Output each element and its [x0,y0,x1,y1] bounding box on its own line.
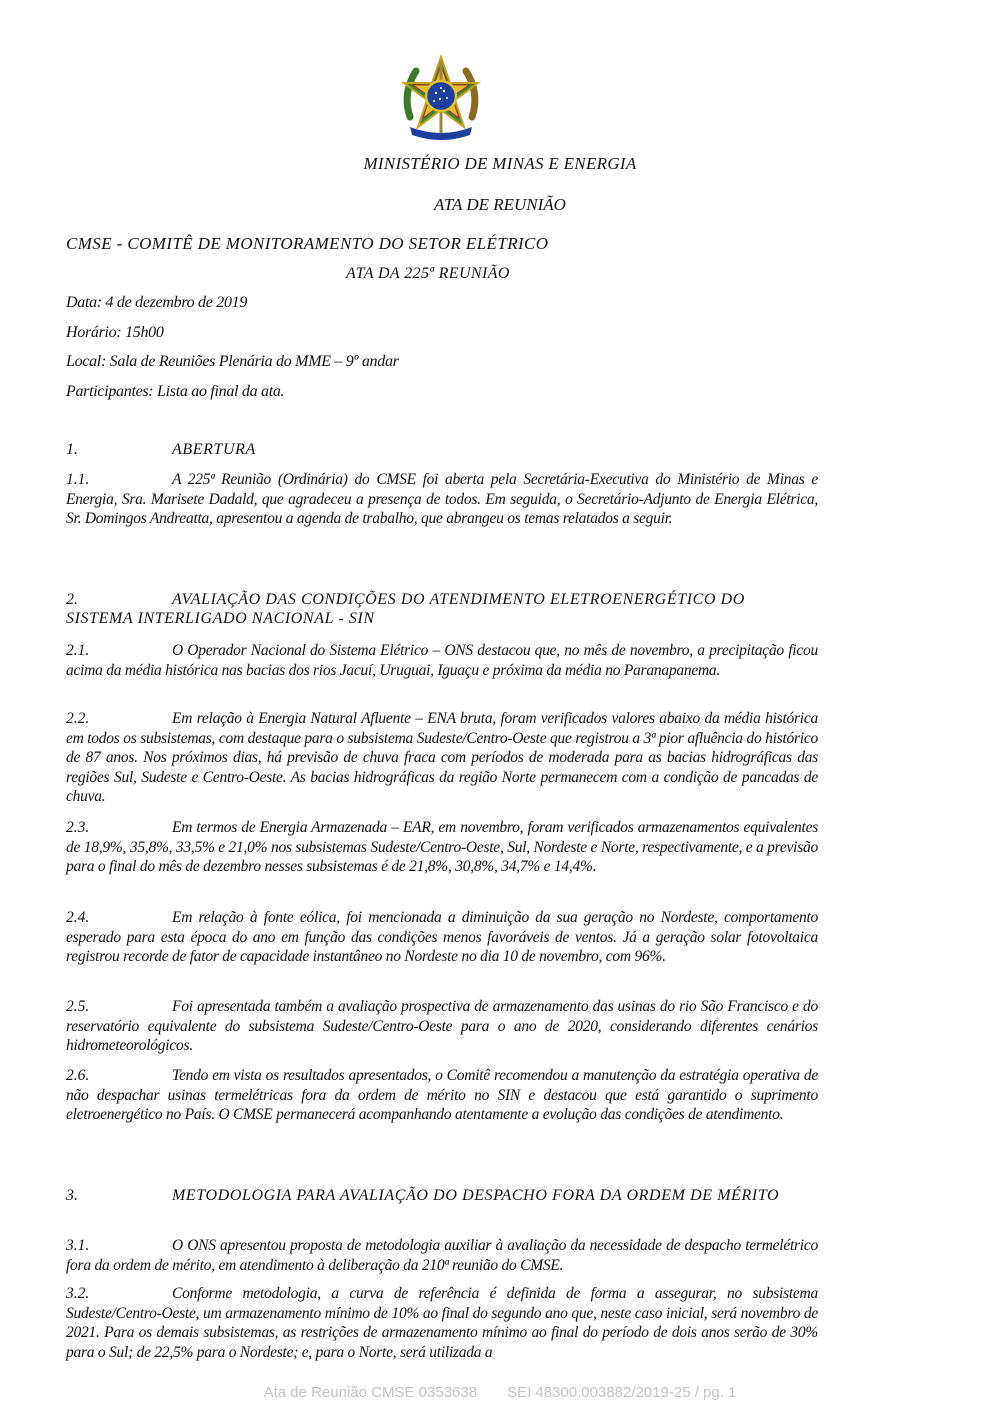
paragraph-number: 2.5. [66,998,90,1015]
paragraph-text: Em relação à fonte eólica, foi mencionada a diminuição da sua geração no Nordeste, comportamento esperado para esta época do ano em função das condições menos favoráveis de ventos. Já a geração solar fotovoltaica registrou recorde de fator de capacidade instantâneo no Nordeste no dia 10 de novembro, com 96%. [66,909,818,966]
paragraph-text: O Operador Nacional do Sistema Elétrico – ONS destacou que, no mês de novembro, a precipitação ficou acima da média histórica nas bacias dos rios Jacuí, Uruguai, Iguaçu e próxima da média no Paranapanema. [66,642,818,679]
meeting-location: Local: Sala de Reuniões Plenária do MME – 9º andar [66,353,399,370]
footer-process-page: SEI 48300.003882/2019-25 / pg. 1 [507,1384,737,1401]
meeting-date: Data: 4 de dezembro de 2019 [66,294,248,311]
paragraph-text: A 225ª Reunião (Ordinária) do CMSE foi aberta pela Secretária-Executiva do Ministério de Minas e Energia, Sra. Marisete Dadald, que agradeceu a presença de todos. Em seguida, o Secretário-Adjunto de Energia Elétrica, Sr. Domingos Andreatta, apresentou a agenda de trabalho, que abrangeu os temas relatados a seguir. [66,471,818,528]
paragraph-number: 2.3. [66,819,90,836]
paragraph-text: Tendo em vista os resultados apresentados, o Comitê recomendou a manutenção da estratégia operativa de não despachar usinas termelétricas fora da ordem de mérito no SIN e destacou que está garantido o suprimento eletroenergético no País. O CMSE permanecerá acompanhando atentamente a evolução das condições de atendimento. [66,1067,818,1124]
paragraph-number: 3.1. [66,1237,90,1254]
section-number: 3. [66,1187,78,1204]
paragraph-text: Conforme metodologia, a curva de referência é definida de forma a assegurar, no subsistema Sudeste/Centro-Oeste, um armazenamento mínimo de 10% ao final do segundo ano que, neste caso inicial, será novembro de 2021. Para os demais subsistemas, as restrições de armazenamento mínimo ao final do período de dois anos serão de 30% para o Sul; de 22,5% para o Nordeste; e, para o Norte, será utilizada a [66,1285,818,1361]
document-title: ATA DE REUNIÃO [434,195,566,214]
paragraph-2-5 [66,997,818,1056]
section-number: 2. [66,591,78,608]
meeting-time: Horário: 15h00 [66,324,164,341]
paragraph-number: 2.6. [66,1067,90,1084]
paragraph-2-2 [66,709,818,807]
ministry-name: MINISTÉRIO DE MINAS E ENERGIA [363,154,637,173]
paragraph-1-1 [66,470,818,529]
page-footer [0,1384,1000,1401]
paragraph-number: 3.2. [66,1285,90,1302]
section-number: 1. [66,441,78,458]
meeting-participants: Participantes: Lista ao final da ata. [66,383,285,400]
paragraph-text: O ONS apresentou proposta de metodologia auxiliar à avaliação da necessidade de despacho termelétrico fora da ordem de mérito, em atendimento à deliberação da 210ª reunião do CMSE. [66,1237,818,1274]
paragraph-text: Em relação à Energia Natural Afluente – ENA bruta, foram verificados valores abaixo da média histórica em todos os subsistemas, com destaque para o subsistema Sudeste/Centro-Oeste que registrou a 3ª pior afluência do histórico de 87 anos. Nos próximos dias, há previsão de chuva fraca com períodos de moderada para as bacias hidrográficas das regiões Sul, Sudeste e Centro-Oeste. As bacias hidrográficas da região Norte permanecem com a condição de pancadas de chuva. [66,710,818,806]
paragraph-text: Em termos de Energia Armazenada – EAR, em novembro, foram verificados armazenamentos equivalentes de 18,9%, 35,8%, 33,5% e 21,0% nos subsistemas Sudeste/Centro-Oeste, Sul, Nordeste e Norte, respectivamente, e a previsão para o final do mês de dezembro nesses subsistemas é de 21,8%, 30,8%, 34,7% e 14,4%. [66,819,818,876]
paragraph-2-1 [66,641,818,680]
section-title: METODOLOGIA PARA AVALIAÇÃO DO DESPACHO FORA DA ORDEM DE MÉRITO [172,1187,780,1204]
paragraph-number: 1.1. [66,471,90,488]
paragraph-2-3 [66,818,818,877]
paragraph-2-4 [66,908,818,967]
committee-name: CMSE - COMITÊ DE MONITORAMENTO DO SETOR ELÉTRICO [66,234,549,253]
brazil-coat-of-arms-icon [396,55,486,145]
paragraph-number: 2.4. [66,909,90,926]
paragraph-number: 2.2. [66,710,90,727]
paragraph-3-2 [66,1284,818,1362]
section-heading-1 [66,440,814,459]
paragraph-text: Foi apresentada também a avaliação prospectiva de armazenamento das usinas do rio São Francisco e do reservatório equivalente do subsistema Sudeste/Centro-Oeste para o ano de 2020, considerando diferentes cenários hidrometeorológicos. [66,998,818,1055]
footer-document-id: Ata de Reunião CMSE 0353638 [263,1384,478,1401]
section-title: ABERTURA [172,441,256,458]
section-heading-3 [66,1186,814,1205]
meeting-number: ATA DA 225ª REUNIÃO [346,265,510,282]
section-heading-2 [66,590,814,628]
paragraph-number: 2.1. [66,642,90,659]
paragraph-2-6 [66,1066,818,1125]
paragraph-3-1 [66,1236,818,1275]
section-title: AVALIAÇÃO DAS CONDIÇÕES DO ATENDIMENTO ELETROENERGÉTICO DO SISTEMA INTERLIGADO NACIONAL - SIN [66,591,745,627]
